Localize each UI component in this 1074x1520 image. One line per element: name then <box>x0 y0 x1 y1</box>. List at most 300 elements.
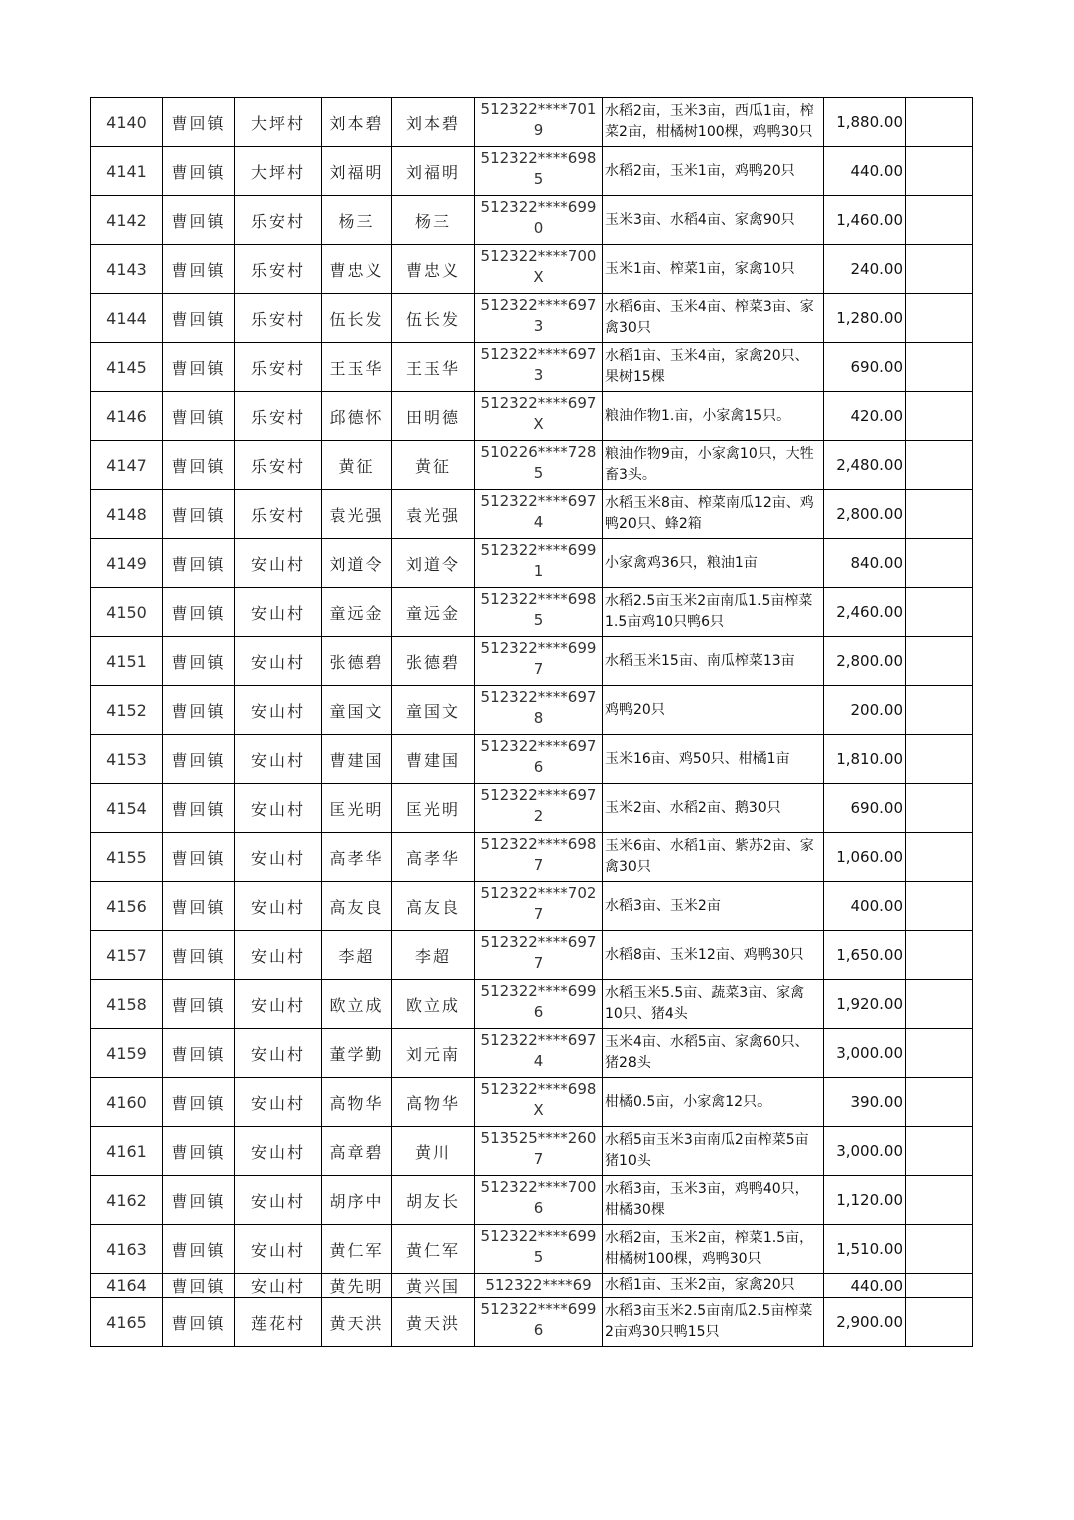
planting-breeding-text: 水稻2.5亩玉米2亩南瓜1.5亩榨菜1.5亩鸡10只鸭6只 <box>605 593 813 630</box>
payee-name-text: 杨三 <box>414 211 451 231</box>
subsidy-amount-cell <box>824 392 906 441</box>
town-cell <box>163 686 235 735</box>
subsidy-amount-cell <box>824 196 906 245</box>
planting-breeding-cell <box>603 392 824 441</box>
remark-cell <box>906 686 973 735</box>
applicant-name-text: 刘道令 <box>329 554 384 574</box>
village-text: 乐安村 <box>250 309 305 329</box>
subsidy-amount-cell <box>824 686 906 735</box>
planting-breeding-cell <box>603 686 824 735</box>
applicant-name-cell <box>322 588 392 637</box>
village-cell <box>235 931 322 980</box>
applicant-name-text: 高孝华 <box>329 848 384 868</box>
applicant-name-cell <box>322 1298 392 1347</box>
subsidy-table <box>90 97 973 1347</box>
applicant-name-text: 邱德怀 <box>329 407 384 427</box>
village-text: 安山村 <box>250 1044 305 1064</box>
applicant-name-cell <box>322 490 392 539</box>
payee-name-text: 匡光明 <box>405 799 460 819</box>
village-text: 安山村 <box>250 995 305 1015</box>
subsidy-amount-text: 240.00 <box>850 260 903 278</box>
planting-breeding-text: 水稻1亩、玉米2亩，家禽20只 <box>605 1277 795 1293</box>
payee-name-text: 刘元南 <box>405 1044 460 1064</box>
applicant-name-cell <box>322 1078 392 1127</box>
row-number-text: 4148 <box>106 504 147 524</box>
village-text: 安山村 <box>250 799 305 819</box>
table-row <box>91 343 973 392</box>
payee-name-text: 童远金 <box>405 603 460 623</box>
payee-name-text: 童国文 <box>405 701 460 721</box>
subsidy-amount-cell <box>824 490 906 539</box>
id-number-cell <box>475 686 603 735</box>
town-text: 曹回镇 <box>171 554 226 574</box>
village-cell <box>235 686 322 735</box>
planting-breeding-cell <box>603 882 824 931</box>
payee-name-cell <box>392 245 475 294</box>
village-text: 乐安村 <box>250 505 305 525</box>
town-cell <box>163 98 235 147</box>
planting-breeding-cell <box>603 196 824 245</box>
id-number-cell <box>475 588 603 637</box>
row-number-text: 4150 <box>106 602 147 622</box>
id-number-text: 512322****69 <box>485 1276 592 1294</box>
subsidy-amount-cell <box>824 833 906 882</box>
village-cell <box>235 147 322 196</box>
payee-name-cell <box>392 539 475 588</box>
table-row <box>91 980 973 1029</box>
row-number-text: 4160 <box>106 1092 147 1112</box>
remark-cell <box>906 1176 973 1225</box>
town-text: 曹回镇 <box>171 505 226 525</box>
payee-name-cell <box>392 98 475 147</box>
payee-name-cell <box>392 490 475 539</box>
town-cell <box>163 539 235 588</box>
planting-breeding-text: 水稻1亩、玉米4亩，家禽20只、果树15棵 <box>605 348 809 385</box>
applicant-name-cell <box>322 392 392 441</box>
id-number-cell <box>475 147 603 196</box>
payee-name-text: 高友良 <box>405 897 460 917</box>
table-row <box>91 1176 973 1225</box>
remark-cell <box>906 147 973 196</box>
applicant-name-text: 刘本碧 <box>329 113 384 133</box>
id-number-text: 512322****6973 <box>480 345 597 384</box>
remark-cell <box>906 637 973 686</box>
planting-breeding-cell <box>603 980 824 1029</box>
payee-name-text: 曹建国 <box>405 750 460 770</box>
subsidy-amount-text: 1,280.00 <box>836 309 903 327</box>
table-row <box>91 1298 973 1347</box>
payee-name-cell <box>392 833 475 882</box>
village-cell <box>235 735 322 784</box>
table-row <box>91 588 973 637</box>
table-row <box>91 98 973 147</box>
village-cell <box>235 637 322 686</box>
town-cell <box>163 1176 235 1225</box>
planting-breeding-cell <box>603 931 824 980</box>
remark-cell <box>906 196 973 245</box>
town-text: 曹回镇 <box>171 1313 226 1333</box>
table-row <box>91 1127 973 1176</box>
village-cell <box>235 1176 322 1225</box>
planting-breeding-text: 玉米6亩、水稻1亩、紫苏2亩、家禽30只 <box>605 838 814 875</box>
table-row <box>91 833 973 882</box>
town-cell <box>163 1274 235 1298</box>
planting-breeding-text: 粮油作物1.亩，小家禽15只。 <box>605 407 791 424</box>
village-cell <box>235 1078 322 1127</box>
applicant-name-cell <box>322 539 392 588</box>
remark-cell <box>906 784 973 833</box>
planting-breeding-text: 粮油作物9亩，小家禽10只，大牲畜3头。 <box>605 446 814 483</box>
table-row <box>91 441 973 490</box>
table-row <box>91 931 973 980</box>
planting-breeding-text: 水稻6亩、玉米4亩、榨菜3亩、家禽30只 <box>605 299 814 336</box>
payee-name-cell <box>392 882 475 931</box>
applicant-name-cell <box>322 294 392 343</box>
id-number-text: 512322****6973 <box>480 296 597 335</box>
town-text: 曹回镇 <box>171 603 226 623</box>
planting-breeding-cell <box>603 588 824 637</box>
id-number-cell <box>475 392 603 441</box>
town-text: 曹回镇 <box>171 358 226 378</box>
town-text: 曹回镇 <box>171 1142 226 1162</box>
remark-cell <box>906 1274 973 1298</box>
town-cell <box>163 392 235 441</box>
payee-name-text: 刘道令 <box>405 554 460 574</box>
town-text: 曹回镇 <box>171 162 226 182</box>
subsidy-amount-cell <box>824 980 906 1029</box>
remark-cell <box>906 735 973 784</box>
applicant-name-cell <box>322 1225 392 1274</box>
applicant-name-text: 曹忠义 <box>329 260 384 280</box>
town-text: 曹回镇 <box>171 995 226 1015</box>
table-row <box>91 1274 973 1298</box>
town-text: 曹回镇 <box>171 309 226 329</box>
id-number-text: 512322****6987 <box>480 835 597 874</box>
planting-breeding-text: 玉米1亩、榨菜1亩，家禽10只 <box>605 260 795 277</box>
row-number-text: 4163 <box>106 1239 147 1259</box>
applicant-name-cell <box>322 1029 392 1078</box>
row-number-cell <box>91 931 163 980</box>
planting-breeding-cell <box>603 1078 824 1127</box>
town-cell <box>163 1078 235 1127</box>
applicant-name-cell <box>322 441 392 490</box>
town-text: 曹回镇 <box>171 652 226 672</box>
remark-cell <box>906 343 973 392</box>
remark-cell <box>906 490 973 539</box>
subsidy-amount-text: 1,920.00 <box>836 995 903 1013</box>
town-text: 曹回镇 <box>171 897 226 917</box>
payee-name-cell <box>392 1127 475 1176</box>
subsidy-amount-cell <box>824 784 906 833</box>
village-cell <box>235 1225 322 1274</box>
subsidy-amount-text: 420.00 <box>850 407 903 425</box>
town-text: 曹回镇 <box>171 848 226 868</box>
payee-name-text: 黄兴国 <box>405 1277 460 1296</box>
remark-cell <box>906 1029 973 1078</box>
payee-name-cell <box>392 1225 475 1274</box>
planting-breeding-text: 水稻3亩、玉米2亩 <box>605 897 721 914</box>
payee-name-cell <box>392 637 475 686</box>
subsidy-amount-cell <box>824 1176 906 1225</box>
payee-name-text: 欧立成 <box>405 995 460 1015</box>
town-cell <box>163 1029 235 1078</box>
planting-breeding-cell <box>603 637 824 686</box>
town-text: 曹回镇 <box>171 1240 226 1260</box>
id-number-text: 512322****6990 <box>480 198 597 237</box>
planting-breeding-text: 玉米16亩、鸡50只、柑橘1亩 <box>605 750 790 767</box>
applicant-name-text: 高友良 <box>329 897 384 917</box>
village-text: 大坪村 <box>250 113 305 133</box>
town-text: 曹回镇 <box>171 1191 226 1211</box>
subsidy-amount-cell <box>824 931 906 980</box>
applicant-name-text: 胡序中 <box>329 1191 384 1211</box>
subsidy-table-sheet <box>90 97 973 1347</box>
payee-name-cell <box>392 980 475 1029</box>
subsidy-amount-cell <box>824 147 906 196</box>
applicant-name-text: 王玉华 <box>329 358 384 378</box>
applicant-name-text: 伍长发 <box>329 309 384 329</box>
subsidy-amount-cell <box>824 539 906 588</box>
id-number-cell <box>475 343 603 392</box>
applicant-name-text: 童国文 <box>329 701 384 721</box>
village-cell <box>235 343 322 392</box>
row-number-cell <box>91 490 163 539</box>
applicant-name-cell <box>322 196 392 245</box>
subsidy-amount-text: 2,460.00 <box>836 603 903 621</box>
id-number-text: 510226****7285 <box>480 443 597 482</box>
subsidy-amount-text: 400.00 <box>850 897 903 915</box>
id-number-cell <box>475 1274 603 1298</box>
table-row <box>91 882 973 931</box>
village-text: 莲花村 <box>250 1313 305 1333</box>
planting-breeding-text: 水稻3亩玉米2.5亩南瓜2.5亩榨菜2亩鸡30只鸭15只 <box>605 1303 813 1340</box>
village-cell <box>235 294 322 343</box>
row-number-text: 4152 <box>106 700 147 720</box>
village-cell <box>235 245 322 294</box>
village-cell <box>235 196 322 245</box>
subsidy-amount-cell <box>824 294 906 343</box>
applicant-name-cell <box>322 931 392 980</box>
payee-name-text: 黄仁军 <box>405 1240 460 1260</box>
planting-breeding-cell <box>603 490 824 539</box>
town-cell <box>163 1225 235 1274</box>
planting-breeding-cell <box>603 539 824 588</box>
remark-cell <box>906 931 973 980</box>
subsidy-amount-text: 1,650.00 <box>836 946 903 964</box>
planting-breeding-text: 玉米3亩、水稻4亩、家禽90只 <box>605 211 795 228</box>
id-number-text: 512322****7019 <box>480 100 597 139</box>
row-number-text: 4165 <box>106 1312 147 1332</box>
table-row <box>91 1225 973 1274</box>
applicant-name-cell <box>322 637 392 686</box>
remark-cell <box>906 882 973 931</box>
village-cell <box>235 980 322 1029</box>
planting-breeding-text: 水稻2亩，玉米3亩，西瓜1亩，榨菜2亩，柑橘树100棵，鸡鸭30只 <box>605 103 814 140</box>
planting-breeding-text: 水稻5亩玉米3亩南瓜2亩榨菜5亩猪10头 <box>605 1132 809 1169</box>
payee-name-text: 张德碧 <box>405 652 460 672</box>
applicant-name-cell <box>322 245 392 294</box>
remark-cell <box>906 833 973 882</box>
remark-cell <box>906 1298 973 1347</box>
planting-breeding-cell <box>603 98 824 147</box>
id-number-cell <box>475 1078 603 1127</box>
subsidy-amount-cell <box>824 1127 906 1176</box>
row-number-text: 4141 <box>106 161 147 181</box>
town-cell <box>163 637 235 686</box>
town-cell <box>163 441 235 490</box>
payee-name-text: 黄川 <box>414 1142 451 1162</box>
table-row <box>91 196 973 245</box>
planting-breeding-cell <box>603 343 824 392</box>
table-row <box>91 735 973 784</box>
applicant-name-text: 黄天洪 <box>329 1313 384 1333</box>
id-number-text: 512322****700X <box>480 247 597 286</box>
id-number-cell <box>475 294 603 343</box>
applicant-name-cell <box>322 980 392 1029</box>
applicant-name-cell <box>322 882 392 931</box>
village-text: 大坪村 <box>250 162 305 182</box>
subsidy-amount-cell <box>824 1274 906 1298</box>
village-cell <box>235 1029 322 1078</box>
row-number-cell <box>91 245 163 294</box>
id-number-text: 512322****697X <box>480 394 597 433</box>
id-number-text: 512322****698X <box>480 1080 597 1119</box>
id-number-text: 512322****6997 <box>480 639 597 678</box>
subsidy-amount-text: 1,510.00 <box>836 1240 903 1258</box>
remark-cell <box>906 1225 973 1274</box>
village-text: 安山村 <box>250 946 305 966</box>
payee-name-text: 田明德 <box>405 407 460 427</box>
row-number-text: 4158 <box>106 994 147 1014</box>
id-number-cell <box>475 196 603 245</box>
applicant-name-text: 黄先明 <box>329 1277 384 1296</box>
subsidy-amount-text: 2,800.00 <box>836 505 903 523</box>
row-number-text: 4153 <box>106 749 147 769</box>
payee-name-cell <box>392 392 475 441</box>
row-number-cell <box>91 735 163 784</box>
planting-breeding-text: 水稻玉米15亩、南瓜榨菜13亩 <box>605 652 795 669</box>
applicant-name-text: 欧立成 <box>329 995 384 1015</box>
town-cell <box>163 490 235 539</box>
town-cell <box>163 833 235 882</box>
row-number-text: 4143 <box>106 259 147 279</box>
remark-cell <box>906 980 973 1029</box>
payee-name-cell <box>392 784 475 833</box>
planting-breeding-cell <box>603 1176 824 1225</box>
village-cell <box>235 490 322 539</box>
planting-breeding-text: 水稻2亩，玉米2亩，榨菜1.5亩，柑橘树100棵，鸡鸭30只 <box>605 1230 814 1267</box>
id-number-cell <box>475 1225 603 1274</box>
id-number-cell <box>475 539 603 588</box>
id-number-text: 512322****6996 <box>480 982 597 1021</box>
village-text: 乐安村 <box>250 456 305 476</box>
id-number-cell <box>475 931 603 980</box>
id-number-text: 512322****6977 <box>480 933 597 972</box>
applicant-name-text: 李超 <box>338 946 375 966</box>
subsidy-amount-text: 2,480.00 <box>836 456 903 474</box>
subsidy-amount-cell <box>824 1225 906 1274</box>
town-cell <box>163 980 235 1029</box>
town-cell <box>163 588 235 637</box>
payee-name-text: 黄征 <box>414 456 451 476</box>
subsidy-amount-text: 390.00 <box>850 1093 903 1111</box>
subsidy-amount-text: 200.00 <box>850 701 903 719</box>
applicant-name-cell <box>322 784 392 833</box>
payee-name-cell <box>392 1298 475 1347</box>
remark-cell <box>906 245 973 294</box>
applicant-name-text: 张德碧 <box>329 652 384 672</box>
table-row <box>91 637 973 686</box>
village-text: 安山村 <box>250 1277 305 1296</box>
planting-breeding-cell <box>603 147 824 196</box>
village-cell <box>235 441 322 490</box>
remark-cell <box>906 1127 973 1176</box>
town-text: 曹回镇 <box>171 701 226 721</box>
row-number-cell <box>91 1078 163 1127</box>
planting-breeding-text: 水稻玉米8亩、榨菜南瓜12亩、鸡鸭20只、蜂2箱 <box>605 495 814 532</box>
row-number-text: 4140 <box>106 112 147 132</box>
row-number-cell <box>91 1176 163 1225</box>
id-number-cell <box>475 441 603 490</box>
id-number-text: 512322****6991 <box>480 541 597 580</box>
subsidy-amount-text: 3,000.00 <box>836 1142 903 1160</box>
village-cell <box>235 539 322 588</box>
subsidy-amount-text: 2,800.00 <box>836 652 903 670</box>
subsidy-amount-text: 1,120.00 <box>836 1191 903 1209</box>
subsidy-amount-text: 840.00 <box>850 554 903 572</box>
remark-cell <box>906 392 973 441</box>
subsidy-amount-text: 440.00 <box>850 1276 903 1295</box>
id-number-cell <box>475 735 603 784</box>
remark-cell <box>906 441 973 490</box>
id-number-cell <box>475 784 603 833</box>
applicant-name-text: 刘福明 <box>329 162 384 182</box>
id-number-cell <box>475 1127 603 1176</box>
row-number-cell <box>91 1225 163 1274</box>
table-row <box>91 1029 973 1078</box>
village-text: 乐安村 <box>250 358 305 378</box>
row-number-text: 4164 <box>106 1276 147 1295</box>
village-cell <box>235 833 322 882</box>
row-number-cell <box>91 1298 163 1347</box>
planting-breeding-text: 水稻3亩，玉米3亩，鸡鸭40只，柑橘30棵 <box>605 1181 809 1218</box>
subsidy-amount-text: 690.00 <box>850 799 903 817</box>
planting-breeding-cell <box>603 833 824 882</box>
id-number-cell <box>475 980 603 1029</box>
payee-name-cell <box>392 686 475 735</box>
town-text: 曹回镇 <box>171 456 226 476</box>
table-row <box>91 539 973 588</box>
village-cell <box>235 392 322 441</box>
town-cell <box>163 147 235 196</box>
row-number-text: 4142 <box>106 210 147 230</box>
id-number-cell <box>475 637 603 686</box>
planting-breeding-cell <box>603 1298 824 1347</box>
village-text: 安山村 <box>250 897 305 917</box>
row-number-text: 4147 <box>106 455 147 475</box>
applicant-name-text: 袁光强 <box>329 505 384 525</box>
id-number-text: 512322****6974 <box>480 1031 597 1070</box>
village-text: 安山村 <box>250 603 305 623</box>
row-number-text: 4157 <box>106 945 147 965</box>
planting-breeding-cell <box>603 441 824 490</box>
row-number-cell <box>91 980 163 1029</box>
town-cell <box>163 245 235 294</box>
table-row <box>91 1078 973 1127</box>
planting-breeding-cell <box>603 245 824 294</box>
row-number-text: 4145 <box>106 357 147 377</box>
id-number-cell <box>475 490 603 539</box>
